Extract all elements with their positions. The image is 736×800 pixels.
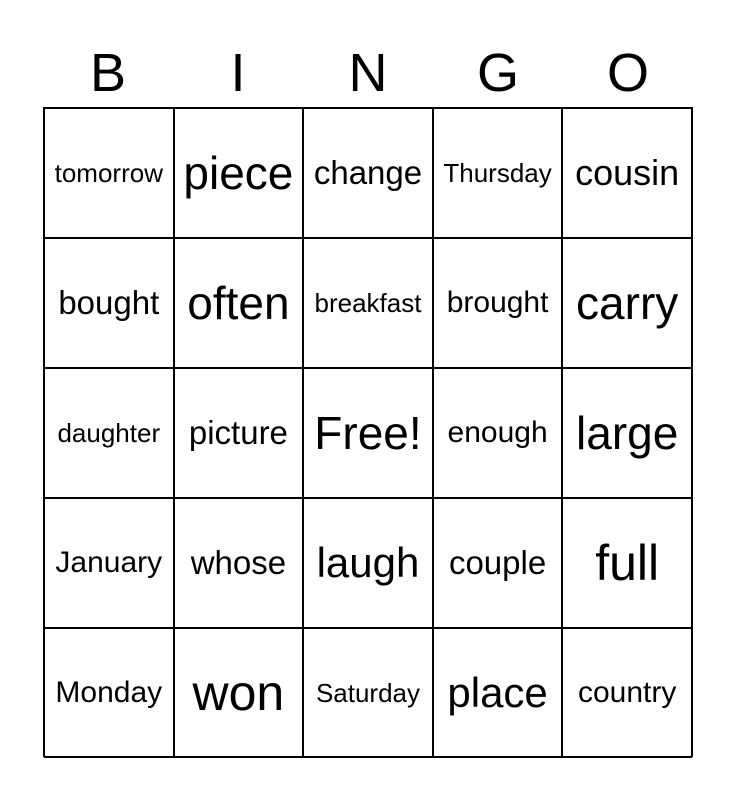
bingo-cell[interactable]: cousin — [562, 108, 692, 238]
bingo-cell[interactable]: often — [174, 238, 304, 368]
bingo-board — [43, 107, 693, 757]
bingo-cell[interactable]: Thursday — [433, 108, 563, 238]
bingo-cell[interactable]: tomorrow — [44, 108, 174, 238]
bingo-cell[interactable]: bought — [44, 238, 174, 368]
header-letter-i: I — [230, 43, 246, 103]
header-letter-b: B — [89, 43, 127, 103]
board-row — [44, 498, 692, 628]
bingo-cell[interactable]: place — [433, 628, 563, 758]
bingo-cell[interactable]: breakfast — [303, 238, 433, 368]
bingo-cell[interactable]: large — [562, 368, 692, 498]
board-row — [44, 238, 692, 368]
bingo-cell[interactable]: whose — [174, 498, 304, 628]
bingo-cell[interactable]: change — [303, 108, 433, 238]
bingo-cell[interactable]: daughter — [44, 368, 174, 498]
bingo-cell[interactable]: Monday — [44, 628, 174, 758]
bingo-cell[interactable]: enough — [433, 368, 563, 498]
bingo-cell[interactable]: picture — [174, 368, 304, 498]
header-letter-o: O — [606, 43, 649, 103]
bingo-cell[interactable]: piece — [174, 108, 304, 238]
bingo-cell[interactable]: country — [562, 628, 692, 758]
bingo-cell[interactable]: Saturday — [303, 628, 433, 758]
bingo-cell[interactable]: couple — [433, 498, 563, 628]
free-space-cell[interactable]: Free! — [303, 368, 433, 498]
header-letter-g: G — [476, 43, 519, 103]
bingo-cell[interactable]: brought — [433, 238, 563, 368]
bingo-cell[interactable]: full — [562, 498, 692, 628]
bingo-cell[interactable]: carry — [562, 238, 692, 368]
board-row — [44, 368, 692, 498]
board-row — [44, 108, 692, 238]
board-row — [44, 628, 692, 758]
header-letter-n: N — [348, 43, 388, 103]
bingo-cell[interactable]: January — [44, 498, 174, 628]
bingo-cell[interactable]: laugh — [303, 498, 433, 628]
bingo-header — [43, 38, 693, 108]
bingo-cell[interactable]: won — [174, 628, 304, 758]
